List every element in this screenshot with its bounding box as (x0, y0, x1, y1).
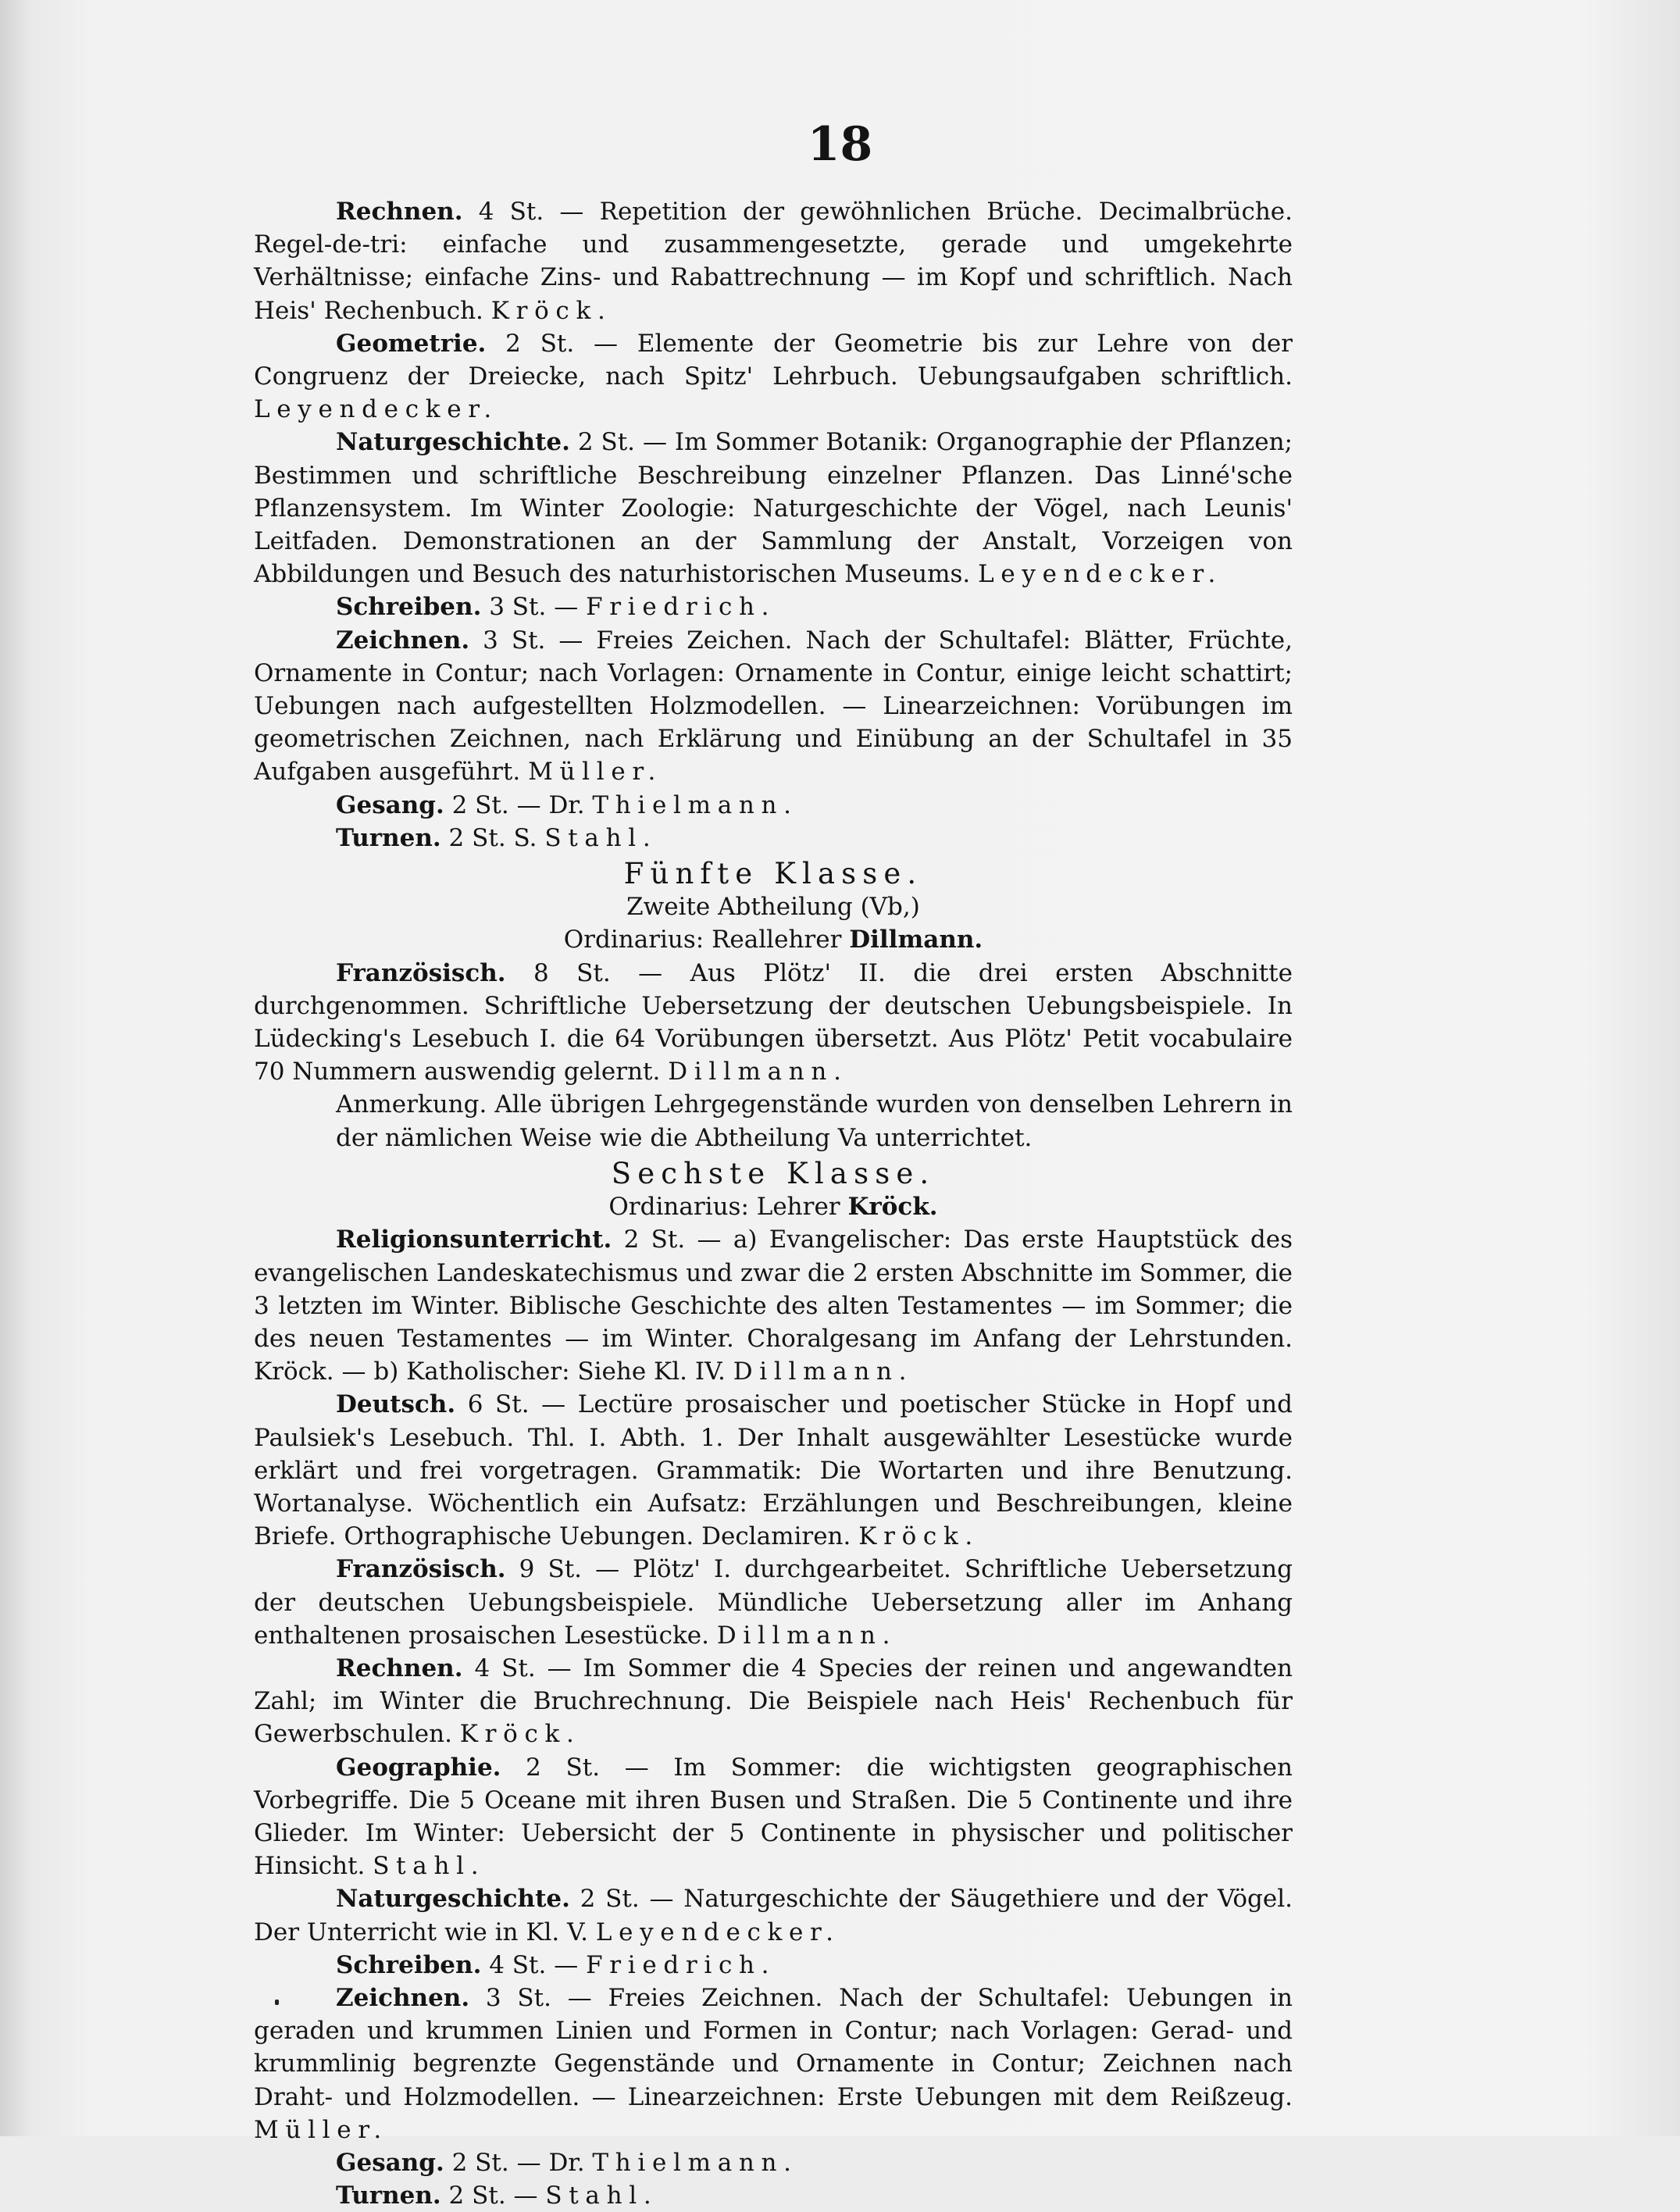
entry-naturgeschichte (254, 1882, 1293, 1948)
teacher-name: Kröck. (459, 1720, 581, 1749)
teacher-name: Friedrich. (586, 1950, 776, 1979)
teacher-name: Dillmann. (716, 1621, 897, 1650)
entry-text: 4 St. — Repetition der gewöhnlichen Brüche. Decimalbrüche. Regel-de-tri: einfache und zusammengesetzte, gerade und umgekehrte Verhältnisse; einfache Zins- und Rabattrechnung — im Kopf und schriftlich. Nach Heis' Rechenbuch. (254, 198, 1293, 325)
entry-schreiben (254, 1949, 1293, 1982)
teacher-name: Friedrich. (586, 593, 776, 622)
subject-label: Naturgeschichte. (336, 1885, 570, 1914)
entry-text: 6 St. — Lectüre prosaischer und poetischer Stücke in Hopf und Paulsiek's Lesebuch. Thl. I. Abth. 1. Der Inhalt ausgewählter Lesestücke wurde erklärt und frei vorgetragen. Grammatik: Die Wortarten und ihre Benutzung. Wortanalyse. Wöchentlich ein Aufsatz: Erzählungen und Beschreibungen, kleine Briefe. Orthographische Uebungen. Declamiren. (254, 1390, 1293, 1551)
entry-geometrie-va (254, 327, 1293, 426)
subject-label: Turnen. (336, 823, 441, 852)
entry-text: 3 St. — Freies Zeichen. Nach der Schultafel: Blätter, Früchte, Ornamente in Contur; nach Vorlagen: Ornamente in Contur, einige leicht schattirt; Uebungen nach aufgestellten Holzmodellen. — Linearzeichnen: Vorübungen im geometrischen Zeichnen, nach Erklärung und Einübung an der Schultafel in 35 Aufgaben ausgeführt. (254, 626, 1293, 787)
ordinarius-line (254, 1190, 1293, 1223)
entry-text: 2 St. — Dr. (444, 790, 593, 819)
subject-label: Turnen. (336, 2182, 441, 2210)
entry-rechnen (254, 1652, 1293, 1751)
subject-label: Deutsch. (336, 1390, 456, 1419)
entry-religion (254, 1223, 1293, 1388)
ordinarius-name: Kröck. (847, 1193, 938, 1222)
entry-text: 3 St. — (481, 593, 587, 622)
entry-text: 2 St. — (441, 2182, 546, 2210)
ordinarius-prefix: Ordinarius: Lehrer (608, 1193, 848, 1222)
entry-gesang-va (254, 789, 1293, 822)
entry-naturgeschichte-va (254, 426, 1293, 590)
teacher-name: Dillmann. (733, 1358, 914, 1386)
section-heading: Fünfte Klasse. (623, 857, 923, 891)
subject-label: Gesang. (336, 790, 444, 819)
entry-text: 2 St. — Naturgeschichte der Säugethiere und der Vögel. Der Unterricht wie in Kl. V. (254, 1885, 1293, 1946)
teacher-name: Stahl. (373, 1852, 486, 1881)
section-heading: Sechste Klasse. (611, 1156, 936, 1190)
section-subheading: Zweite Abtheilung (Vb,) (626, 893, 920, 922)
entry-turnen-va (254, 822, 1293, 854)
entry-text: 2 St. — Dr. (444, 2148, 593, 2177)
entry-text: 3 St. — Freies Zeichnen. Nach der Schultafel: Uebungen in geraden und krummen Linien und Formen in Contur; nach Vorlagen: Gerad- und krummlinig begrenzte Gegenstände und Ornamente in Contur; Zeichnen nach Draht- und Holzmodellen. — Linearzeichnen: Erste Uebungen mit dem Reißzeug. (254, 1983, 1293, 2111)
section-fifth-class (254, 858, 1293, 1154)
subject-label: Gesang. (336, 2148, 444, 2177)
ordinarius-line (254, 923, 1293, 956)
entry-text: 4 St. — Im Sommer die 4 Species der reinen und angewandten Zahl; im Winter die Bruchrechnung. Die Beispiele nach Heis' Rechenbuch für Gewerbschulen. (254, 1654, 1293, 1749)
entry-text: 2 St. — Im Sommer: die wichtigsten geographischen Vorbegriffe. Die 5 Oceane mit ihren Busen und Straßen. Die 5 Continente und ihre Glieder. Im Winter: Uebersicht der 5 Continente in physischer und politischer Hinsicht. (254, 1753, 1293, 1881)
entry-geographie (254, 1751, 1293, 1883)
teacher-name: Müller. (528, 758, 663, 787)
teacher-name: Dillmann. (668, 1058, 848, 1086)
entry-franzoesisch (254, 1553, 1293, 1652)
subject-label: Französisch. (336, 958, 506, 987)
entry-text: 9 St. — Plötz' I. durchgearbeitet. Schriftliche Uebersetzung der deutschen Uebungsbeispiele. Mündliche Uebersetzung aller im Anhang enthaltenen prosaischen Lesestücke. (254, 1555, 1293, 1650)
ink-speck (275, 2000, 279, 2005)
teacher-name: Leyendecker. (978, 560, 1222, 589)
entry-text: 8 St. — Aus Plötz' II. die drei ersten Abschnitte durchgenommen. Schriftliche Uebersetzung der deutschen Uebungsbeispiele. In Lüdecking's Lesebuch I. die 64 Vorübungen übersetzt. Aus Plötz' Petit vocabulaire 70 Nummern auswendig gelernt. (254, 958, 1293, 1086)
teacher-name: Stahl. (545, 2182, 658, 2210)
entry-franzoesisch-vb (254, 957, 1293, 1089)
page-number: 18 (807, 117, 873, 172)
entry-zeichnen (254, 1982, 1293, 2146)
subject-label: Zeichnen. (336, 626, 470, 655)
subject-label: Schreiben. (336, 1950, 482, 1979)
entry-rechnen-va (254, 195, 1293, 327)
entry-zeichnen-va (254, 624, 1293, 789)
teacher-name: Leyendecker. (595, 1918, 840, 1946)
teacher-name: Müller. (254, 2115, 388, 2144)
entry-deutsch (254, 1388, 1293, 1553)
note-anmerkung: Anmerkung. Alle übrigen Lehrgegenstände wurden von denselben Lehrern in der nämlichen Weise wie die Abtheilung Va unterrichtet. (336, 1090, 1293, 1152)
subject-label: Rechnen. (336, 1654, 463, 1682)
teacher-name: Stahl. (544, 823, 658, 852)
subject-label: Zeichnen. (336, 1983, 470, 2012)
subject-label: Religionsunterricht. (336, 1226, 612, 1254)
subject-label: Geographie. (336, 1753, 501, 1782)
entry-gesang (254, 2146, 1293, 2179)
entry-text: 2 St. — Elemente der Geometrie bis zur Lehre von der Congruenz der Dreiecke, nach Spitz' Lehrbuch. Uebungsaufgaben schriftlich. (254, 329, 1293, 391)
entry-text: 2 St. — Im Sommer Botanik: Organographie der Pflanzen; Bestimmen und schriftliche Beschreibung einzelner Pflanzen. Das Linné'sche Pflanzensystem. Im Winter Zoologie: Naturgeschichte der Vögel, nach Leunis' Leitfaden. Demonstrationen an der Sammlung der Anstalt, Vorzeigen von Abbildungen und Besuch des naturhistorischen Museums. (254, 428, 1293, 589)
page-body (254, 195, 1293, 2212)
entry-text: 4 St. — (481, 1950, 587, 1979)
ordinarius-name: Dillmann. (849, 926, 983, 954)
teacher-name: Thielmann. (592, 790, 798, 819)
teacher-name: Thielmann. (592, 2148, 798, 2177)
subject-label: Französisch. (336, 1555, 506, 1584)
entry-text: 2 St. S. (441, 823, 545, 852)
entry-schreiben-va (254, 590, 1293, 623)
entry-turnen (254, 2179, 1293, 2212)
subject-label: Naturgeschichte. (336, 428, 570, 457)
ordinarius-prefix: Ordinarius: Reallehrer (563, 926, 850, 954)
teacher-name: Kröck. (490, 296, 612, 325)
entry-text: 2 St. — a) Evangelischer: Das erste Hauptstück des evangelischen Landeskatechismus und zwar die 2 ersten Abschnitte im Sommer, die 3 letzten im Winter. Biblische Geschichte des alten Testamentes — im Sommer; die des neuen Testamentes — im Winter. Choralgesang im Anfang der Lehrstunden. Kröck. — b) Katholischer: Siehe Kl. IV. (254, 1226, 1293, 1386)
subject-label: Geometrie. (336, 329, 487, 358)
teacher-name: Kröck. (858, 1522, 979, 1551)
subject-label: Rechnen. (336, 198, 463, 226)
teacher-name: Leyendecker. (254, 395, 498, 424)
section-sixth-class (254, 1158, 1293, 2212)
section-va-tail (254, 195, 1293, 854)
subject-label: Schreiben. (336, 593, 482, 622)
